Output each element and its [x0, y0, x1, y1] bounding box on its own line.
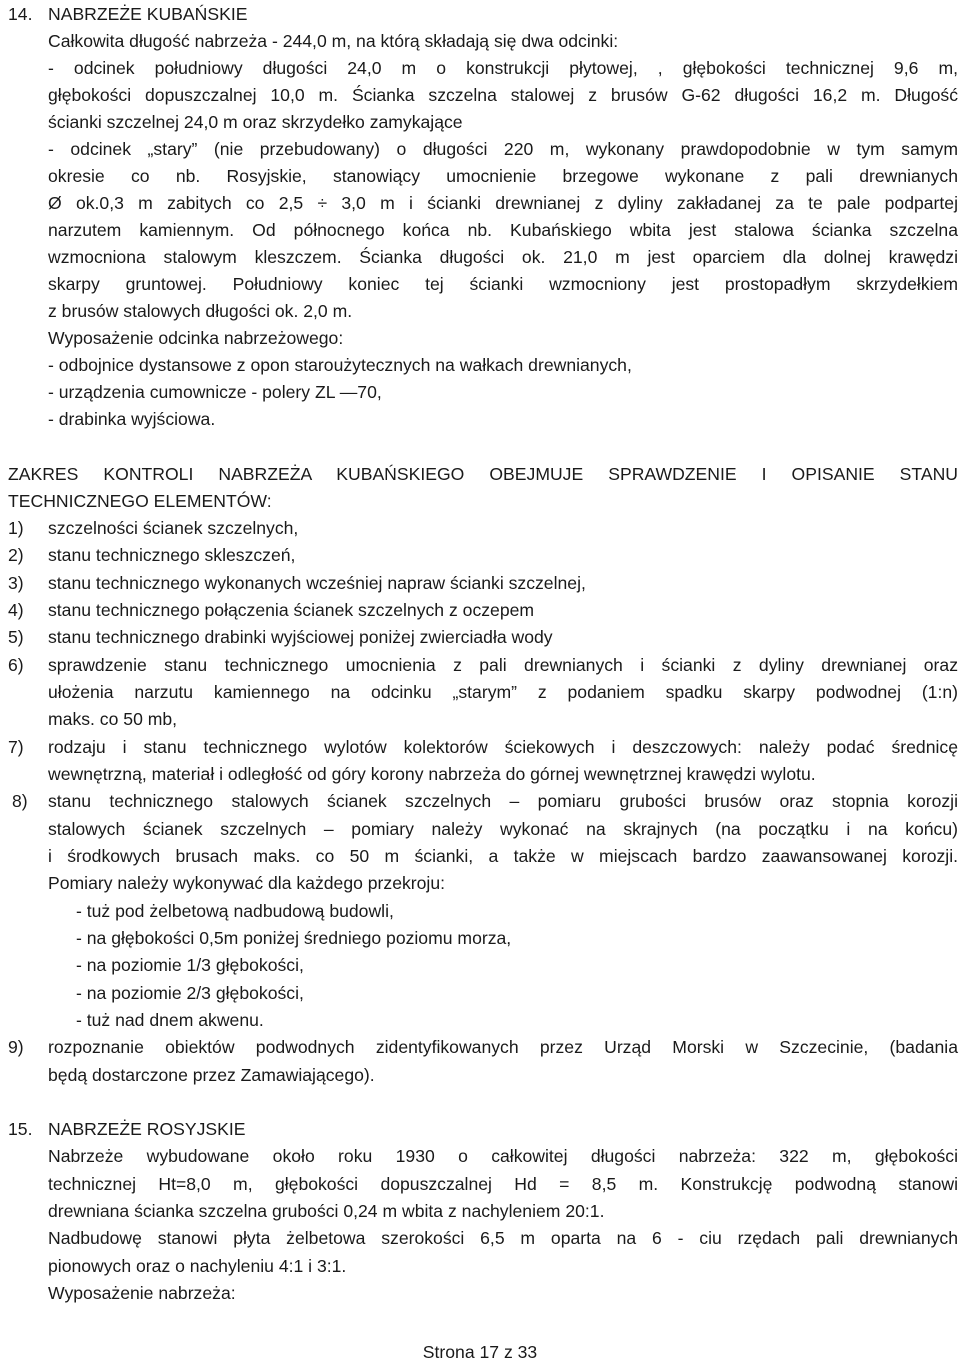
scope-item: Pomiary należy wykonywać dla każdego przekroju:	[48, 873, 446, 893]
section-15-heading: NABRZEŻE ROSYJSKIE	[48, 1119, 246, 1139]
measure-point: - na głębokości 0,5m poniżej średniego poziomu morza,	[76, 928, 512, 948]
section-14-line: wzmocniona stalowym kleszczem. Ścianka długości ok. 21,0 m jest oparciem dla dolnej krawędzi	[48, 247, 958, 267]
section-15-line: technicznej Ht=8,0 m, głębokości dopuszczalnej Hd = 8,5 m. Konstrukcję podwodną stanowi	[48, 1174, 958, 1194]
scope-item: stanu technicznego połączenia ścianek szczelnych z oczepem	[48, 600, 535, 620]
scope-item: maks. co 50 mb,	[48, 709, 178, 729]
scope-item: ułożenia narzutu kamiennego na odcinku „starym” z podaniem spadku skarpy podwodnej (1:n)	[48, 682, 958, 702]
scope-item: i środkowych brusach maks. co 50 m ścianki, a także w miejscach bardzo zaawansowanej korozji.	[48, 846, 958, 866]
scope-item-number: 5)	[8, 627, 24, 647]
scope-item: będą dostarczone przez Zamawiającego).	[48, 1065, 375, 1085]
section-14-heading: NABRZEŻE KUBAŃSKIE	[48, 4, 248, 24]
scope-item: rozpoznanie obiektów podwodnych zidentyfikowanych przez Urząd Morski w Szczecinie, (badania	[48, 1037, 958, 1057]
measure-point: - na poziomie 1/3 głębokości,	[76, 955, 304, 975]
scope-item: stanu technicznego wykonanych wcześniej napraw ścianki szczelnej,	[48, 573, 586, 593]
equipment-item: - urządzenia cumownicze - polery ZL —70,	[48, 382, 382, 402]
measure-point: - na poziomie 2/3 głębokości,	[76, 983, 304, 1003]
scope-item: rodzaju i stanu technicznego wylotów kolektorów ściekowych i deszczowych: należy podać średnicę	[48, 737, 958, 757]
scope-item: sprawdzenie stanu technicznego umocnienia z pali drewnianych i ścianki z dyliny drewnianej oraz	[48, 655, 958, 675]
measure-point: - tuż nad dnem akwenu.	[76, 1010, 264, 1030]
section-14-line: - odcinek „stary” (nie przebudowany) o długości 220 m, wykonany prawdopodobnie w tym samym	[48, 139, 958, 159]
scope-item: stanu technicznego stalowych ścianek szczelnych – pomiaru grubości brusów oraz stopnia korozji	[48, 791, 958, 811]
scope-heading: ZAKRES KONTROLI NABRZEŻA KUBAŃSKIEGO OBEJMUJE SPRAWDZENIE I OPISANIE STANU	[8, 464, 958, 484]
scope-item: stanu technicznego drabinki wyjściowej poniżej zwierciadła wody	[48, 627, 553, 647]
section-14-line: ścianki szczelnej 24,0 m oraz skrzydełko zamykające	[48, 112, 463, 132]
section-14-line: - odcinek południowy długości 24,0 m o konstrukcji płytowej, , głębokości technicznej 9,6 m,	[48, 58, 958, 78]
scope-item-number: 2)	[8, 545, 24, 565]
measure-point: - tuż pod żelbetową nadbudową budowli,	[76, 901, 394, 921]
section-14-line: okresie co nb. Rosyjskie, stanowiący umocnienie brzegowe wykonane z pali drewnianych	[48, 166, 958, 186]
scope-item-number: 3)	[8, 573, 24, 593]
scope-item-number: 1)	[8, 518, 24, 538]
page-footer: Strona 17 z 33	[422, 1342, 538, 1362]
section-15-line: Nadbudowę stanowi płyta żelbetowa szerokości 6,5 m oparta na 6 - ciu rzędach pali drewnianych	[48, 1228, 958, 1248]
equipment-heading: Wyposażenie odcinka nabrzeżowego:	[48, 328, 344, 348]
scope-heading-cont: TECHNICZNEGO ELEMENTÓW:	[8, 491, 272, 511]
section-14-line: z brusów stalowych długości ok. 2,0 m.	[48, 301, 353, 321]
scope-item: stanu technicznego skleszczeń,	[48, 545, 296, 565]
equipment-item: - odbojnice dystansowe z opon staroużytecznych na wałkach drewnianych,	[48, 355, 632, 375]
scope-item-number: 4)	[8, 600, 24, 620]
section-14-line: głębokości dopuszczalnej 10,0 m. Ścianka szczelna stalowej z brusów G-62 długości 16,2 m. Długość	[48, 85, 958, 105]
section-14-line: skarpy gruntowej. Południowy koniec tej ścianki wzmocniony jest prostopadłym skrzydełkiem	[48, 274, 958, 294]
scope-item-number: 8)	[12, 791, 28, 811]
scope-item-number: 7)	[8, 737, 24, 757]
section-15-number: 15.	[8, 1119, 33, 1139]
scope-item-number: 9)	[8, 1037, 24, 1057]
section-14-line: Całkowita długość nabrzeża - 244,0 m, na którą składają się dwa odcinki:	[48, 31, 619, 51]
section-15-line: drewniana ścianka szczelna grubości 0,24 m wbita z nachyleniem 20:1.	[48, 1201, 605, 1221]
scope-item: stalowych ścianek szczelnych – pomiary należy wykonać na skrajnych (na początku i na końcu)	[48, 819, 958, 839]
scope-item-number: 6)	[8, 655, 24, 675]
equipment-item: - drabinka wyjściowa.	[48, 409, 216, 429]
section-14-line: narzutem kamiennym. Od północnego końca nb. Kubańskiego wbita jest stalowa ścianka szczelna	[48, 220, 958, 240]
scope-item: wewnętrzną, materiał i odległość od góry korony nabrzeża do górnej wewnętrznej krawędzi wylotu.	[48, 764, 816, 784]
section-15-line: Wyposażenie nabrzeża:	[48, 1283, 236, 1303]
scope-item: szczelności ścianek szczelnych,	[48, 518, 299, 538]
section-15-line: pionowych oraz o nachyleniu 4:1 i 3:1.	[48, 1256, 347, 1276]
section-15-line: Nabrzeże wybudowane około roku 1930 o całkowitej długości nabrzeża: 322 m, głębokości	[48, 1146, 958, 1166]
section-14-line: Ø ok.0,3 m zabitych co 2,5 ÷ 3,0 m i ścianki drewnianej z dyliny zakładanej za te pale podpartej	[48, 193, 958, 213]
section-14-number: 14.	[8, 4, 33, 24]
